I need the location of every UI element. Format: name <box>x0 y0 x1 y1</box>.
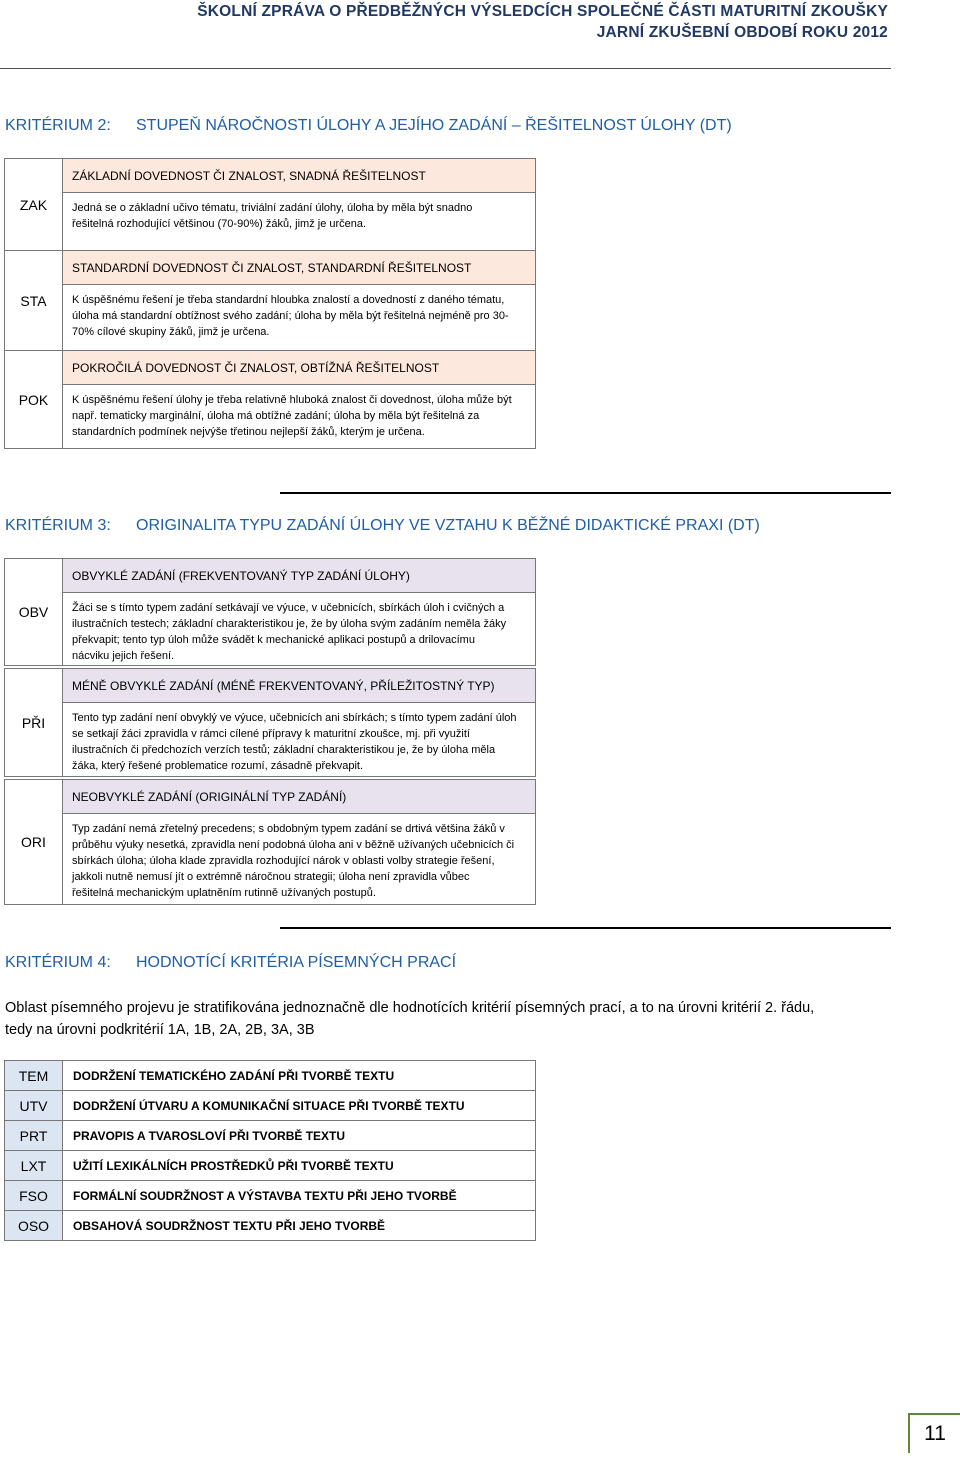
table-row <box>4 1181 536 1211</box>
row-label: OBSAHOVÁ SOUDRŽNOST TEXTU PŘI JEHO TVORBĚ <box>63 1211 536 1241</box>
header-title: ŠKOLNÍ ZPRÁVA O PŘEDBĚŽNÝCH VÝSLEDCÍCH SPOLEČNÉ ČÁSTI MATURITNÍ ZKOUŠKY <box>197 3 888 20</box>
criterion-3-number: KRITÉRIUM 3: <box>5 517 111 534</box>
row-title: NEOBVYKLÉ ZADÁNÍ (ORIGINÁLNÍ TYP ZADÁNÍ) <box>63 780 535 814</box>
criterion-2-heading <box>5 117 732 135</box>
row-title: OBVYKLÉ ZADÁNÍ (FREKVENTOVANÝ TYP ZADÁNÍ ÚLOHY) <box>63 559 535 593</box>
table-row <box>4 1121 536 1151</box>
table-row <box>4 158 536 251</box>
section-divider <box>280 927 891 929</box>
table-row <box>4 1091 536 1121</box>
row-description <box>63 814 535 910</box>
desc-line: 70% cílové skupiny žáků, jimž je určena. <box>72 326 270 338</box>
row-title: POKROČILÁ DOVEDNOST ČI ZNALOST, OBTÍŽNÁ ŘEŠITELNOST <box>63 351 535 385</box>
row-code: OSO <box>4 1211 63 1241</box>
criterion-2-number: KRITÉRIUM 2: <box>5 117 111 134</box>
table-row <box>4 779 536 905</box>
row-description <box>63 385 535 449</box>
table-row <box>4 558 536 666</box>
criterion-4-intro <box>5 997 885 1041</box>
criterion-3-heading <box>5 517 760 535</box>
row-content <box>63 351 536 449</box>
row-code: OBV <box>4 558 63 666</box>
criterion-4-number: KRITÉRIUM 4: <box>5 954 111 971</box>
desc-line: úloha má standardní obtížnost svého zadání; úloha by měla být řešitelná nejméně pro 30- <box>72 310 509 322</box>
table-row <box>4 1211 536 1241</box>
desc-line: nácviku jejich řešení. <box>72 650 175 662</box>
desc-line: řešitelná rozhodující většinou (70-90%) žáků, jimž je určena. <box>72 218 367 230</box>
page-number: 11 <box>908 1413 960 1453</box>
row-code: ORI <box>4 779 63 905</box>
desc-line: K úspěšnému řešení úlohy je třeba relativně hluboká znalost či dovednost, úloha může být <box>72 394 512 406</box>
table-row <box>4 251 536 351</box>
desc-line: sbírkách úloha; úloha klade zpravidla rozhodující nárok v oblasti volby strategie řešení, <box>72 855 495 867</box>
row-description <box>63 593 535 673</box>
row-code: PRT <box>4 1121 63 1151</box>
row-label: UŽITÍ LEXIKÁLNÍCH PROSTŘEDKŮ PŘI TVORBĚ TEXTU <box>63 1151 536 1181</box>
desc-line: řešitelná mechanickým uplatněním rutinně užívaných postupů. <box>72 887 376 899</box>
criterion-2-title: STUPEŇ NÁROČNOSTI ÚLOHY A JEJÍHO ZADÁNÍ – ŘEŠITELNOST ÚLOHY (DT) <box>136 117 732 134</box>
row-content <box>63 251 536 351</box>
row-description <box>63 703 535 783</box>
table-row <box>4 1151 536 1181</box>
desc-line: K úspěšnému řešení je třeba standardní hloubka znalostí a dovedností z daného tématu, <box>72 294 505 306</box>
desc-line: ilustračních či předchozích verzích testů; základní charakteristikou je, že by úloha měla <box>72 744 496 756</box>
row-code: UTV <box>4 1091 63 1121</box>
row-code: LXT <box>4 1151 63 1181</box>
row-code: POK <box>4 351 63 449</box>
desc-line: ilustračních testech; základní charakteristikou je, že by úloha svým zadáním neměla žáky <box>72 618 507 630</box>
desc-line: se setkají žáci zpravidla v rámci cílené přípravy k maturitní zkoušce, mj. při využití <box>72 728 470 740</box>
row-label: FORMÁLNÍ SOUDRŽNOST A VÝSTAVBA TEXTU PŘI JEHO TVORBĚ <box>63 1181 536 1211</box>
row-code: ZAK <box>4 158 63 251</box>
row-content <box>63 779 536 905</box>
header-divider <box>0 68 891 69</box>
row-description <box>63 193 535 241</box>
desc-line: jakkoli nutně nemusí jít o extrémně náročnou strategii; úloha není zpravidla vůbec <box>72 871 470 883</box>
desc-line: překvapit; tento typ úloh může svádět k mechanické aplikaci postupů a drilovacímu <box>72 634 475 646</box>
row-code: STA <box>4 251 63 351</box>
section-divider <box>280 492 891 494</box>
table-row <box>4 668 536 777</box>
criterion-4-heading <box>5 954 456 972</box>
desc-line: průběhu výuky nesetká, zpravidla není podobná úloha ani v běžně užívaných učebnicích či <box>72 839 515 851</box>
row-title: MÉNĚ OBVYKLÉ ZADÁNÍ (MÉNĚ FREKVENTOVANÝ, PŘÍLEŽITOSTNÝ TYP) <box>63 669 535 703</box>
intro-line: Oblast písemného projevu je stratifikována jednoznačně dle hodnotících kritérií písemných prací, a to na úrovni kritérií 2. řádu, <box>5 1000 815 1016</box>
row-content <box>63 668 536 777</box>
row-label: DODRŽENÍ ÚTVARU A KOMUNIKAČNÍ SITUACE PŘI TVORBĚ TEXTU <box>63 1091 536 1121</box>
desc-line: Typ zadání nemá zřetelný precedens; s obdobným typem zadání se drtivá většina žáků v <box>72 823 505 835</box>
criterion-4-title: HODNOTÍCÍ KRITÉRIA PÍSEMNÝCH PRACÍ <box>136 954 457 971</box>
row-label: PRAVOPIS A TVAROSLOVÍ PŘI TVORBĚ TEXTU <box>63 1121 536 1151</box>
desc-line: Žáci se s tímto typem zadání setkávají ve výuce, v učebnicích, sbírkách úloh i cvičných a <box>72 602 505 614</box>
header-subtitle: JARNÍ ZKUŠEBNÍ OBDOBÍ ROKU 2012 <box>596 24 888 41</box>
desc-line: např. tematicky marginální, úloha má obtížné zadání; úloha by měla být řešitelná za <box>72 410 480 422</box>
criterion-4-table <box>4 1060 536 1241</box>
row-description <box>63 285 535 349</box>
intro-line: tedy na úrovni podkritérií 1A, 1B, 2A, 2B, 3A, 3B <box>5 1022 315 1038</box>
table-row <box>4 351 536 449</box>
criterion-2-table <box>4 158 536 449</box>
row-title: ZÁKLADNÍ DOVEDNOST ČI ZNALOST, SNADNÁ ŘEŠITELNOST <box>63 159 535 193</box>
row-title: STANDARDNÍ DOVEDNOST ČI ZNALOST, STANDARDNÍ ŘEŠITELNOST <box>63 251 535 285</box>
row-content <box>63 158 536 251</box>
row-label: DODRŽENÍ TEMATICKÉHO ZADÁNÍ PŘI TVORBĚ TEXTU <box>63 1060 536 1091</box>
page-header <box>197 0 888 43</box>
table-row <box>4 1060 536 1091</box>
desc-line: standardních podmínek nejvýše třetinou nejlepší žáků, kterým je určena. <box>72 426 425 438</box>
row-code: TEM <box>4 1060 63 1091</box>
desc-line: Jedná se o základní učivo tématu, triviální zadání úlohy, úloha by měla být snadno <box>72 202 473 214</box>
desc-line: žáka, který řešené problematice rozumí, zásadně překvapit. <box>72 760 364 772</box>
row-code: PŘI <box>4 668 63 777</box>
criterion-3-table <box>4 558 536 905</box>
criterion-3-title: ORIGINALITA TYPU ZADÁNÍ ÚLOHY VE VZTAHU K BĚŽNÉ DIDAKTICKÉ PRAXI (DT) <box>136 517 760 534</box>
row-content <box>63 558 536 666</box>
row-code: FSO <box>4 1181 63 1211</box>
desc-line: Tento typ zadání není obvyklý ve výuce, učebnicích ani sbírkách; s tímto typem zadání úloh <box>72 712 517 724</box>
